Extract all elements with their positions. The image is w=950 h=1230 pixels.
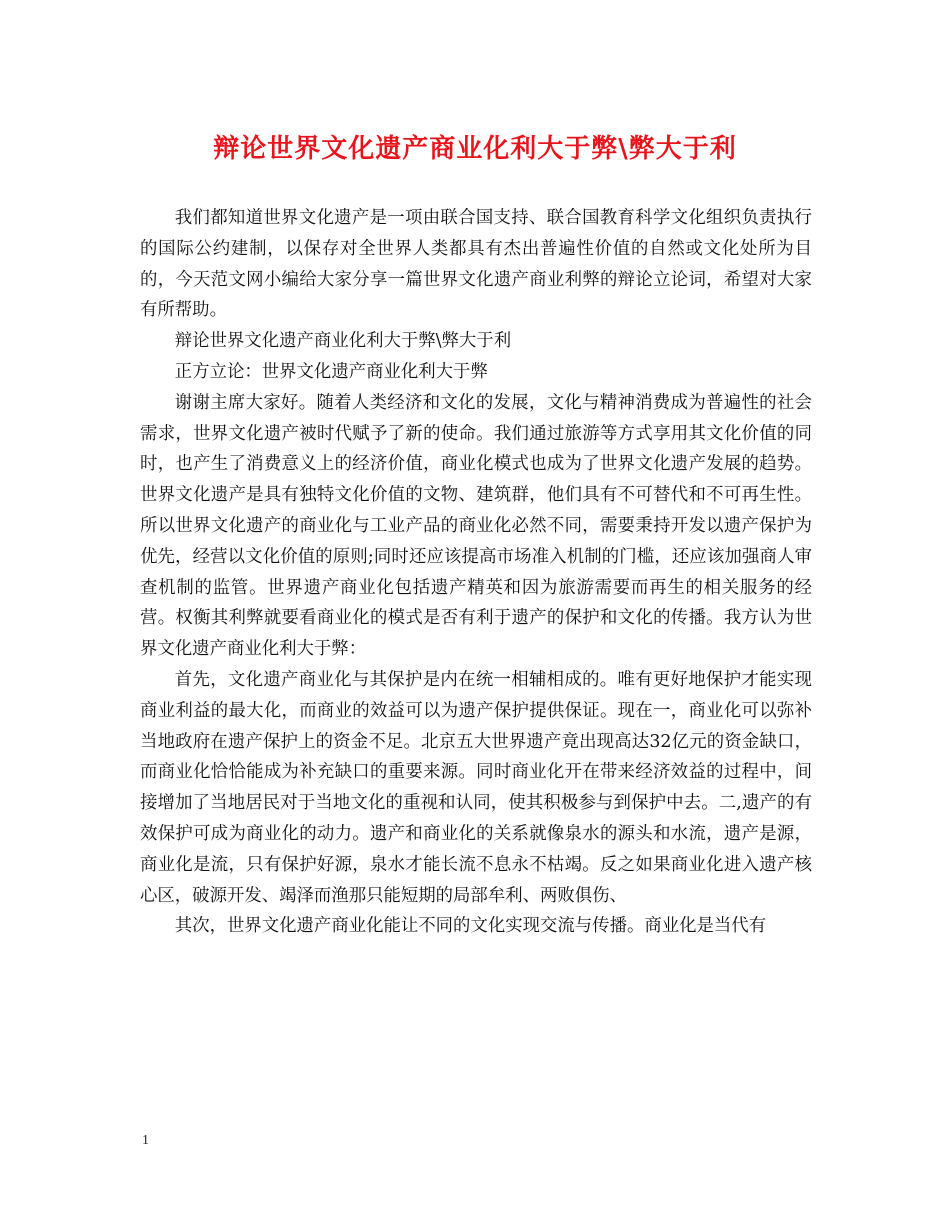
- paragraph-first-point: 首先，文化遗产商业化与其保护是内在统一相辅相成的。唯有更好地保护才能实现商业利益的最大化，而商业的效益可以为遗产保护提供保证。现在一，商业化可以弥补当地政府在遗产保护上的资金不足。北京五大世界遗产竟出现高达32亿元的资金缺口，而商业化恰恰能成为补充缺口的重要来源。同时商业化开在带来经济效益的过程中，间接增加了当地居民对于当地文化的重视和认同，使其积极参与到保护中去。二,遗产的有效保护可成为商业化的动力。遗产和商业化的关系就像泉水的源头和水流，遗产是源，商业化是流，只有保护好源，泉水才能长流不息永不枯竭。反之如果商业化进入遗产核心区，破源开发、竭泽而渔那只能短期的局部牟利、两败俱伤、: [140, 669, 812, 906]
- paragraph-topic: 辩论世界文化遗产商业化利大于弊\弊大于利: [174, 331, 512, 352]
- paragraph-position: 正方立论：世界文化遗产商业化利大于弊: [174, 361, 488, 382]
- paragraph-second-point: 其次，世界文化遗产商业化能让不同的文化实现交流与传播。商业化是当代有: [174, 916, 767, 937]
- paragraph-intro: 我们都知道世界文化遗产是一项由联合国支持、联合国教育科学文化组织负责执行的国际公约建制，以保存对全世界人类都具有杰出普遍性价值的自然或文化处所为目的，今天范文网小编给大家分享一篇世界文化遗产商业利弊的辩论立论词，希望对大家有所帮助。: [140, 208, 812, 321]
- page-number: 1: [142, 1133, 149, 1148]
- document-body: [140, 203, 812, 942]
- document-title: 辩论世界文化遗产商业化利大于弊\弊大于利: [213, 134, 737, 164]
- paragraph-opening: 谢谢主席大家好。随着人类经济和文化的发展，文化与精神消费成为普遍性的社会需求，世界文化遗产被时代赋予了新的使命。我们通过旅游等方式享用其文化价值的同时，也产生了消费意义上的经济价值，商业化模式也成为了世界文化遗产发展的趋势。世界文化遗产是具有独特文化价值的文物、建筑群，他们具有不可替代和不可再生性。所以世界文化遗产的商业化与工业产品的商业化必然不同，需要秉持开发以遗产保护为优先，经营以文化价值的原则;同时还应该提高市场准入机制的门槛，还应该加强商人审查机制的监管。世界遗产商业化包括遗产精英和因为旅游需要而再生的相关服务的经营。权衡其利弊就要看商业化的模式是否有利于遗产的保护和文化的传播。我方认为世界文化遗产商业化利大于弊：: [140, 392, 812, 660]
